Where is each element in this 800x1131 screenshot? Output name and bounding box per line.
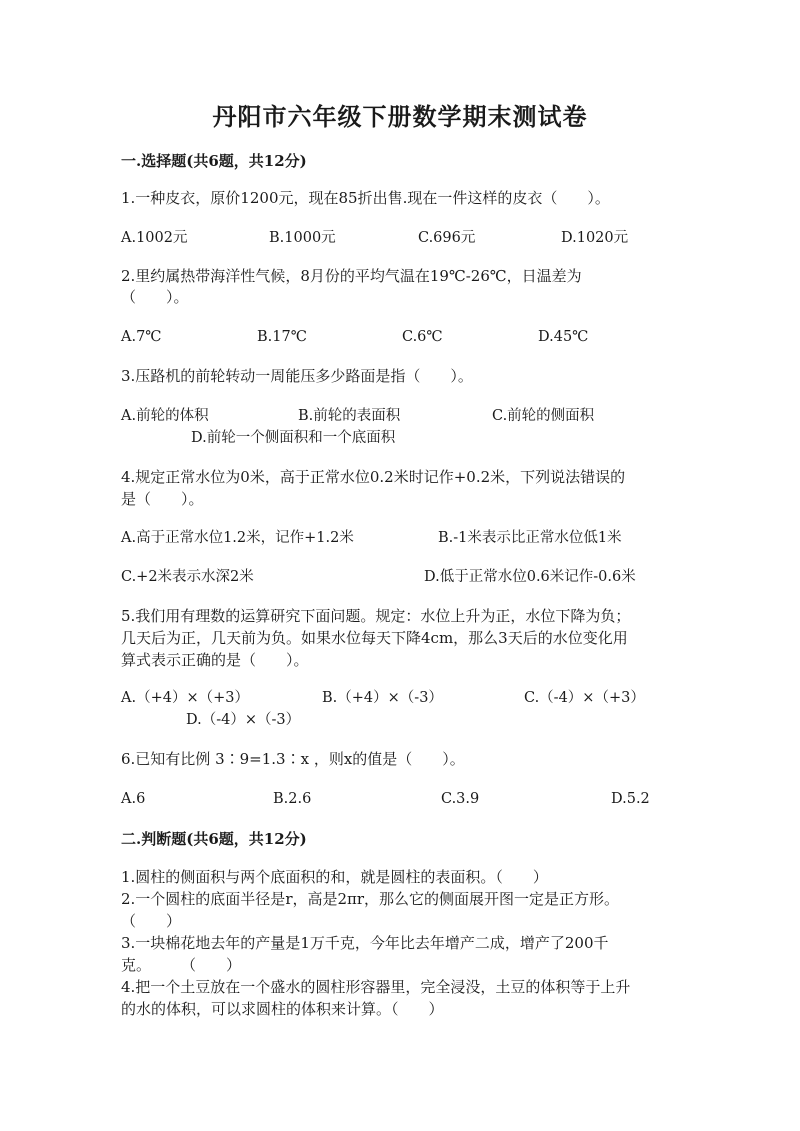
question-4-text-line2: 是（ ）。 — [121, 490, 204, 508]
question-4-text-line1: 4.规定正常水位为0米，高于正常水位0.2米时记作+0.2米，下列说法错误的 — [121, 468, 626, 486]
q1-option-b: B.1000元 — [269, 230, 336, 246]
q1-option-c: C.696元 — [418, 230, 476, 246]
q5-option-c: C.（-4）×（+3） — [524, 690, 645, 706]
q6-option-a: A.6 — [121, 791, 146, 807]
q4-option-c: C.+2米表示水深2米 — [121, 569, 254, 585]
q4-option-d: D.低于正常水位0.6米记作-0.6米 — [424, 569, 636, 585]
tf-question-4-line2: 的水的体积，可以求圆柱的体积来计算。（ ） — [121, 1000, 444, 1018]
q2-option-b: B.17℃ — [257, 329, 307, 345]
q6-option-d: D.5.2 — [611, 791, 650, 807]
question-2-text-line2: （ ）。 — [121, 288, 189, 306]
tf-question-2-line2: （ ） — [121, 912, 182, 930]
tf-question-1: 1.圆柱的侧面积与两个底面积的和，就是圆柱的表面积。（ ） — [121, 868, 548, 886]
section-heading-multiple-choice: 一.选择题(共6题，共12分) — [121, 152, 307, 170]
q3-option-a: A.前轮的体积 — [121, 408, 209, 424]
q3-option-b: B.前轮的表面积 — [298, 408, 401, 424]
q1-option-d: D.1020元 — [561, 230, 629, 246]
tf-question-2-line1: 2.一个圆柱的底面半径是r，高是2πr，那么它的侧面展开图一定是正方形。 — [121, 890, 620, 908]
question-2-text-line1: 2.里约属热带海洋性气候，8月份的平均气温在19℃-26℃，日温差为 — [121, 267, 582, 285]
question-1-text: 1.一种皮衣，原价1200元，现在85折出售.现在一件这样的皮衣（ ）。 — [121, 189, 610, 207]
page-title: 丹阳市六年级下册数学期末测试卷 — [212, 102, 588, 131]
q2-option-d: D.45℃ — [538, 329, 589, 345]
tf-question-4-line1: 4.把一个土豆放在一个盛水的圆柱形容器里，完全浸没，土豆的体积等于上升 — [121, 978, 631, 996]
q4-option-a: A.高于正常水位1.2米，记作+1.2米 — [121, 530, 354, 546]
tf-question-3-line1: 3.一块棉花地去年的产量是1万千克，今年比去年增产二成，增产了200千 — [121, 934, 609, 952]
question-5-text-line2: 几天后为正，几天前为负。如果水位每天下降4cm，那么3天后的水位变化用 — [121, 629, 628, 647]
q6-option-c: C.3.9 — [441, 791, 480, 807]
q2-option-c: C.6℃ — [402, 329, 443, 345]
q6-option-b: B.2.6 — [273, 791, 312, 807]
q5-option-a: A.（+4）×（+3） — [121, 690, 249, 706]
q5-option-b: B.（+4）×（-3） — [322, 690, 443, 706]
question-6-text: 6.已知有比例 3∶9=1.3∶x ，则x的值是（ ）。 — [121, 750, 465, 768]
q1-option-a: A.1002元 — [121, 230, 188, 246]
q5-option-d: D.（-4）×（-3） — [186, 712, 301, 728]
q3-option-d: D.前轮一个侧面积和一个底面积 — [191, 430, 396, 446]
q4-option-b: B.-1米表示比正常水位低1米 — [438, 530, 622, 546]
tf-question-3-line2: 克。 （ ） — [121, 956, 242, 974]
q2-option-a: A.7℃ — [121, 329, 162, 345]
question-5-text-line3: 算式表示正确的是（ ）。 — [121, 651, 309, 669]
question-5-text-line1: 5.我们用有理数的运算研究下面问题。规定：水位上升为正，水位下降为负； — [121, 607, 631, 625]
section-heading-true-false: 二.判断题(共6题，共12分) — [121, 830, 307, 848]
question-3-text: 3.压路机的前轮转动一周能压多少路面是指（ ）。 — [121, 367, 473, 385]
q3-option-c: C.前轮的侧面积 — [492, 408, 595, 424]
